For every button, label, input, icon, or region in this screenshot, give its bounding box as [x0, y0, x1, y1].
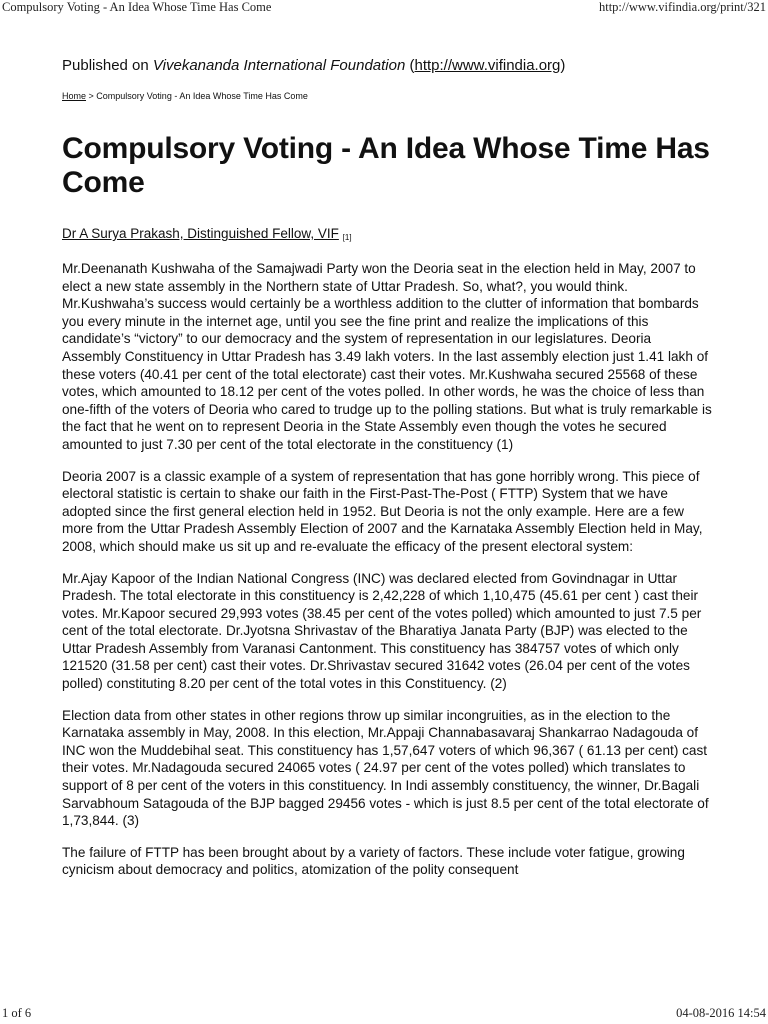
- printed-timestamp: 04-08-2016 14:54: [676, 1006, 766, 1020]
- site-url-link[interactable]: http://www.vifindia.org: [414, 57, 561, 74]
- breadcrumb-current: Compulsory Voting - An Idea Whose Time Has Come: [96, 91, 308, 101]
- published-open-paren: (: [405, 57, 415, 74]
- print-header-url: http://www.vifindia.org/print/321: [598, 0, 766, 14]
- breadcrumb-separator: >: [86, 91, 97, 101]
- article-paragraph: Mr.Deenanath Kushwaha of the Samajwadi Party won the Deoria seat in the election held in May, 2007 to elect a new state assembly in the Northern state of Uttar Pradesh. So, what?, you would think. Mr.Kushwaha’s success would certainly be a worthless addition to the clutter of information that bombards you every minute in the internet age, until you see the fine print and realize the implications of this candidate’s “victory” to our democracy and the system of representation in our legislatures. Deoria Assembly Constituency in Uttar Pradesh has 3.49 lakh voters. In the last assembly election just 1.41 lakh of these voters (40.41 per cent of the total electorate) cast their votes. Mr.Kushwaha secured 25568 of these votes, which amounted to 18.12 per cent of the votes polled. In other words, he was the choice of less than one-fifth of the voters of Deoria who cared to trudge up to the polling stations. But what is truly remarkable is the fact that he went on to represent Deoria in the State Assembly even though the votes he secured amounted to just 7.30 per cent of the total electorate in the constituency (1): [62, 261, 712, 452]
- breadcrumb: [62, 90, 712, 102]
- published-close-paren: ): [560, 57, 566, 74]
- author-line: [62, 226, 712, 244]
- article-page: [62, 56, 712, 879]
- published-line: [62, 56, 712, 76]
- page-count: 1 of 6: [2, 1006, 32, 1020]
- article-paragraph: Election data from other states in other regions throw up similar incongruities, as in the election to the Karnataka assembly in May, 2008. In this election, Mr.Appaji Channabasavaraj Shankarrao Nadagouda of INC won the Muddebihal seat. This constituency has 1,57,647 voters of which 96,367 ( 61.13 per cent) cast their votes. Mr.Nadagouda secured 24065 votes ( 24.97 per cent of the votes polled) which translates to support of 8 per cent of the voters in this constituency. In Indi assembly constituency, the winner, Dr.Bagali Sarvabhoum Satagouda of the BJP bagged 29456 votes - which is just 8.5 per cent of the total electorate of 1,73,844. (3): [62, 707, 709, 829]
- article-paragraph: Mr.Ajay Kapoor of the Indian National Congress (INC) was declared elected from Govindnagar in Uttar Pradesh. The total electorate in this constituency is 2,42,228 of which 1,10,475 (45.61 per cent ) cast their votes. Mr.Kapoor secured 29,993 votes (38.45 per cent of the votes polled) which amounted to just 7.5 per cent of the total electorate. Dr.Jyotsna Shrivastav of the Bharatiya Janata Party (BJP) was elected to the Uttar Pradesh Assembly from Varanasi Cantonment. This constituency has 384757 votes of which only 121520 (31.58 per cent) cast their votes. Dr.Shrivastav secured 31642 votes (26.04 per cent of the votes polled) constituting 8.20 per cent of the total votes in this Constituency. (2): [62, 570, 702, 692]
- article-title: Compulsory Voting - An Idea Whose Time Has Come: [62, 132, 710, 199]
- author-link[interactable]: Dr A Surya Prakash, Distinguished Fellow, VIF: [62, 226, 339, 241]
- article-body: [62, 260, 712, 879]
- article-paragraph: The failure of FTTP has been brought about by a variety of factors. These include voter fatigue, growing cynicism about democracy and politics, atomization of the polity consequent: [62, 844, 685, 878]
- author-reference: [1]: [342, 233, 352, 242]
- published-prefix: Published on: [62, 57, 153, 74]
- breadcrumb-home-link[interactable]: Home: [62, 91, 87, 101]
- print-header-title: Compulsory Voting - An Idea Whose Time Has Come: [2, 0, 272, 14]
- article-paragraph: Deoria 2007 is a classic example of a system of representation that has gone horribly wrong. This piece of electoral statistic is certain to shake our faith in the First-Past-The-Post ( FTTP) System that we have adopted since the first general election held in 1952. But Deoria is not the only example. Here are a few more from the Uttar Pradesh Assembly Election of 2007 and the Karnataka Assembly Election held in May, 2008, which should make us sit up and re-evaluate the efficacy of the present electoral system:: [62, 468, 703, 554]
- print-footer: [0, 1006, 768, 1022]
- print-header: [0, 0, 768, 16]
- site-name: Vivekananda International Foundation: [152, 57, 406, 74]
